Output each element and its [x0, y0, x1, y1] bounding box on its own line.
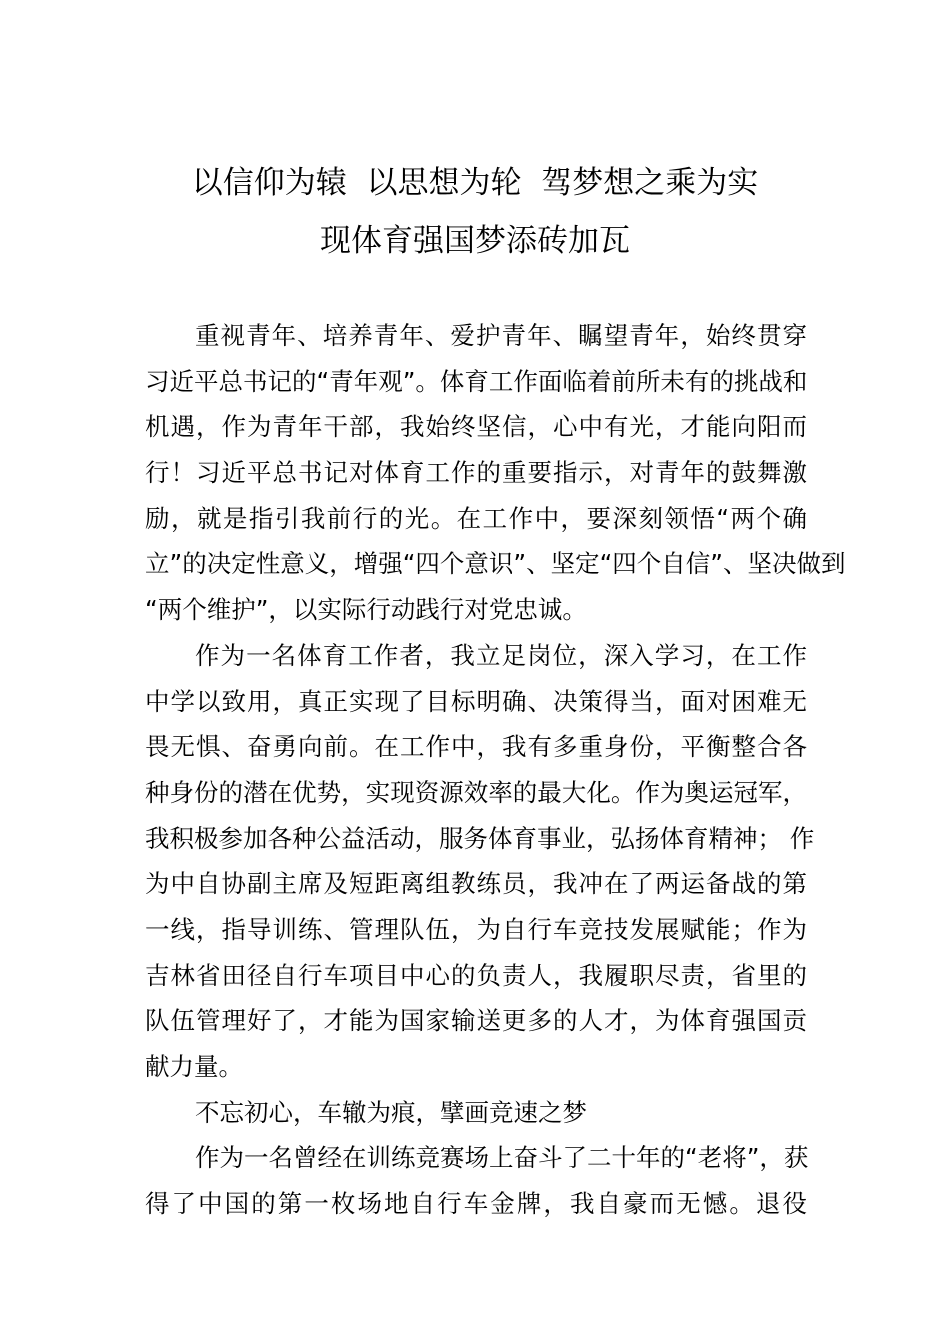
text-line: 队伍管理好了，才能为国家输送更多的人才，为体育强国贡	[145, 1006, 807, 1036]
text-line: 为中自协副主席及短距离组教练员，我冲在了两运备战的第	[145, 869, 807, 899]
text-line: 作为一名体育工作者，我立足岗位，深入学习，在工作	[195, 640, 807, 670]
section-heading	[145, 1090, 807, 1136]
text-line: 习近平总书记的“青年观”。体育工作面临着前所未有的挑战和	[145, 366, 808, 396]
text-line: 作为一名曾经在训练竞赛场上奋斗了二十年的“老将”，获	[195, 1143, 809, 1173]
document-title	[0, 154, 950, 270]
paragraph-3	[145, 1135, 807, 1226]
paragraph-1	[145, 313, 846, 633]
paragraph-2	[145, 633, 815, 1090]
title-line-2: 现体育强国梦添砖加瓦	[320, 223, 630, 259]
text-line: 重视青年、培养青年、爱护青年、瞩望青年，始终贯穿	[195, 321, 807, 350]
text-line: 我积极参加各种公益活动，服务体育事业，弘扬体育精神； 作	[145, 823, 815, 853]
document-body	[145, 313, 846, 1227]
text-line: 行！习近平总书记对体育工作的重要指示，对青年的鼓舞激	[145, 458, 807, 488]
text-line: 立”的决定性意义，增强“四个意识”、坚定“四个自信”、坚决做到	[145, 549, 846, 579]
text-line: 中学以致用，真正实现了目标明确、决策得当，面对困难无	[145, 686, 807, 716]
text-line: 吉林省田径自行车项目中心的负责人，我履职尽责，省里的	[145, 960, 807, 990]
text-line: 不忘初心，车辙为痕，擘画竞速之梦	[195, 1097, 587, 1127]
text-line: 机遇，作为青年干部，我始终坚信，心中有光，才能向阳而	[145, 412, 807, 442]
text-line: “两个维护”，以实际行动践行对党忠诚。	[145, 595, 587, 625]
text-line: 种身份的潜在优势，实现资源效率的最大化。作为奥运冠军，	[145, 777, 807, 807]
title-line-1: 以信仰为辕 以思想为轮 驾梦想之乘为实	[191, 165, 759, 201]
text-line: 畏无惧、奋勇向前。在工作中，我有多重身份，平衡整合各	[145, 732, 807, 762]
text-line: 献力量。	[145, 1052, 243, 1081]
text-line: 得了中国的第一枚场地自行车金牌，我自豪而无憾。退役	[145, 1189, 807, 1219]
text-line: 一线，指导训练、管理队伍，为自行车竞技发展赋能；作为	[145, 914, 807, 944]
text-line: 励，就是指引我前行的光。在工作中，要深刻领悟“两个确	[145, 503, 807, 533]
